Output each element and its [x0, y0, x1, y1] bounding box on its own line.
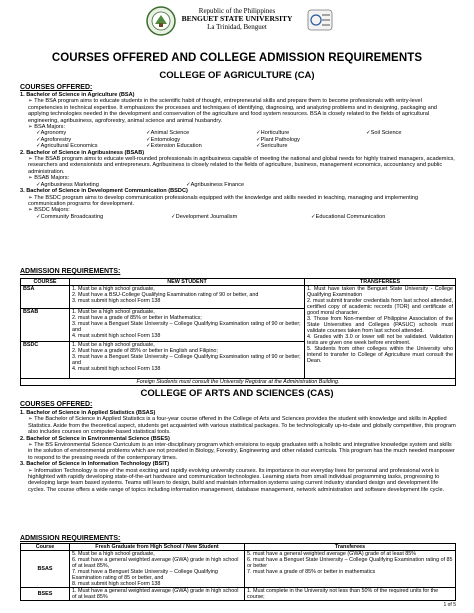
- major-item: ✓Extension Education: [146, 143, 202, 150]
- university-header: [0, 4, 474, 44]
- bsa-description: ➢ The BSA program aims to educate students in the scientific habit of thought, entrepreneurial skills and prepare them to become professionals with entry-level competencies in technical expertise. It emphasizes the processes and techniques of identifying, diagnosing, and analyzing problems and in designing, packaging and applying technologies needed in the development and conservation of the agriculture and food system resources. BSA is closely related to the fields of agricultural engineering, agribusiness, agroforestry, animal science and animal husbandry.: [28, 98, 437, 124]
- col-header-course: Course: [21, 544, 70, 551]
- bses-title: 2. Bachelor of Science in Environmental Science (BSES): [20, 435, 170, 442]
- header-line-1: Republic of the Philippines: [198, 7, 276, 15]
- page-number: 1 of 5: [443, 602, 456, 608]
- major-item: ✓Entomology: [146, 136, 181, 143]
- col-header-transferees: TRANSFEREES: [305, 279, 456, 286]
- cas-admission-heading: ADMISSION REQUIREMENTS:: [20, 535, 121, 542]
- header-university-name: BENGUET STATE UNIVERSITY: [181, 14, 293, 23]
- col-header-new-student: Fresh Graduate from High School / New Student: [70, 544, 245, 551]
- college-heading-ca: COLLEGE OF AGRICULTURE (CA): [159, 70, 315, 81]
- new-student-cell: 1. Must have a general weighted average (GWA) grade in high school of at least 85%: [70, 588, 245, 601]
- col-header-course: COURSE: [21, 279, 70, 286]
- bsab-majors-label: ➢ BSAB Majors:: [28, 175, 70, 182]
- major-item: ✓Sericulture: [256, 143, 288, 150]
- ca-courses-heading: COURSES OFFERED:: [20, 84, 93, 91]
- major-item: ✓Agribusiness Finance: [186, 181, 245, 188]
- major-item: ✓Soil Science: [366, 130, 402, 137]
- new-student-cell: 5. Must be a high school graduate, 6. must have a general weighted average (GWA) grade in high school of at least 85%, 7. must have a Benguet State University – College Qualifying Examination rating of 85 or better, and 8. must submit high school Form 138: [70, 551, 245, 588]
- major-item: ✓Agroforestry: [36, 136, 72, 143]
- table-row: [21, 588, 456, 601]
- bsab-description: ➢ The BSAB program aims to educate well-rounded professionals in agribusiness capable of meeting the national and global needs for highly trained managers, academics, researchers and extensionists and entrepreneurs. Agribusiness is closely related to the fields of agriculture, business, management economics, accountancy and public administration.: [28, 156, 455, 175]
- major-item: ✓Agricultural Economics: [36, 143, 98, 150]
- transferees-cell: 1. Must complete in the University not less than 50% of the required units for the course;: [245, 588, 456, 601]
- new-student-cell: 1. Must be a high school graduate, 2. Must have a BSU-College Qualifying Examination rating of 90 or better, and 3. must submit high school Form 138: [70, 286, 305, 309]
- bsit-description: ➢ Information Technology is one of the most exciting and rapidly evolving university courses. Its importance in our everyday lives for personal and professional work is highlighted with rapidly developing state-of-the-art hardware and communication technologies. Learning starts from small individual programming tasks, progressing to developing large team based systems. Teams will learn to design, build and maintain information systems using current industry standard design and development life cycles. The course offers a wide range of topics including information management, database management, network administration and software development life cycle.: [28, 467, 445, 493]
- bsdc-majors-list: [20, 214, 456, 220]
- bsas-title: 1. Bachelor of Science in Applied Statistics (BSAS): [20, 410, 156, 416]
- table-header-row: [21, 279, 456, 286]
- cas-admission-table: [20, 543, 456, 601]
- bsdc-description: ➢ The BSDC program aims to develop communication professionals equipped with the knowledge and skills needed in teaching, managing and implementing communication programs for development.: [28, 194, 419, 207]
- table-note-row: [21, 379, 456, 386]
- bsa-majors-list: [20, 130, 456, 149]
- major-item: ✓Community Broadcasting: [36, 213, 104, 220]
- major-item: [366, 143, 466, 149]
- col-header-transferees: Transferees: [245, 544, 456, 551]
- bsab-title: 2. Bachelor of Science in Agribusiness (BSAB): [20, 149, 145, 156]
- bsa-title: 1. Bachelor of Science in Agriculture (BSA): [20, 92, 135, 98]
- bsas-description: ➢ The Bachelor of Science in Applied Statistics is a four-year course offered in the College of Arts and Sciences provides the student with knowledge and skills in Applied Statistics. Aside from the theoretical aspect, students get acquainted with various statistical packages. To be technologically up-to-date and globally competitive, this program also includes courses on computer-based statistical tools.: [28, 416, 456, 436]
- table-header-row: [21, 544, 456, 551]
- bsa-majors-label: ➢ BSA Majors:: [28, 124, 66, 131]
- table-row: [21, 551, 456, 588]
- major-item: ✓Development Journalism: [171, 213, 238, 220]
- table-row: [21, 286, 456, 309]
- transferees-cell: 1. Must have taken the Benguet State University - College Qualifying Examination 2. must submit transfer credentials from last school attended, certified copy of academic records (TOR) and certificate of good moral character. 3. Those from Non-member of Philippine Association of the State Universities and Colleges (PASUC) schools must validate courses taken from last school attended. 4. Grades with 3.0 or lower will not be validated. Validation tests are given one week before enrolment. 5. Students from other colleges within the University who intend to transfer to College of Agriculture must consult the Dean.: [305, 286, 456, 379]
- bsdc-majors-label: ➢ BSDC Majors:: [28, 207, 70, 214]
- col-header-new-student: NEW STUDENT: [70, 279, 305, 286]
- major-item: ✓Educational Communication: [311, 213, 386, 220]
- transferees-cell: 5. must have a general weighted average (GWA) grade of at least 85% 6. must have a Benguet State University – College Qualifying Examination rating of 85 or better 7. must have a grade of 85% or better in mathematics: [245, 551, 456, 588]
- course-cell: BSDC: [21, 342, 70, 379]
- course-cell: BSAS: [21, 551, 70, 588]
- bses-description: ➢ The BS Environmental Science Curriculum is an inter-disciplinary program which envisions to equip graduates with a holistic and integrative knowledge system and skills in the solution of environmental problems which are not provided in Biology, Forestry, Engineering and other related curricula. This program has the much needed manpower to respond to the pressing needs of the contemporary times.: [28, 442, 455, 461]
- foreign-students-note: Foreign Students must consult the University Registrar at the Administration Building.: [21, 379, 456, 386]
- new-student-cell: 1. Must be a high school graduate, 2. must have a grade of 85% or better in Mathematics; 3. must have a Benguet State University – College Qualifying Examination rating of 90 or better; and 4. must submit high school Form 138: [70, 309, 305, 342]
- college-heading-cas: COLLEGE OF ARTS AND SCIENCES (CAS): [140, 388, 334, 399]
- new-student-cell: 1. Must be a high school graduate, 2. Must have a grade of 85% or better in English and Filipino; 3. must have a Benguet State University – College Qualifying Examination rating of 90 or better; and 4. must submit high school Form 138: [70, 342, 305, 379]
- major-item: ✓Agribusiness Marketing: [36, 181, 99, 188]
- major-item: ✓Horticulture: [256, 130, 290, 137]
- page-title: COURSES OFFERED AND COLLEGE ADMISSION REQUIREMENTS: [51, 52, 423, 64]
- cas-courses-heading: COURSES OFFERED:: [20, 401, 93, 408]
- course-cell: BSA: [21, 286, 70, 309]
- major-item: ✓Plant Pathology: [256, 136, 300, 143]
- bsit-title: 3. Bachelor of Science in Information Technology (BSIT): [20, 461, 170, 468]
- course-cell: BSES: [21, 588, 70, 601]
- major-item: ✓Animal Science: [146, 130, 190, 137]
- cas-courses-block: [20, 410, 456, 493]
- ca-courses-block: [20, 92, 456, 220]
- major-item: ✓Agronomy: [36, 130, 67, 137]
- course-cell: BSAB: [21, 309, 70, 342]
- bsdc-title: 3. Bachelor of Science in Development Communication (BSDC): [20, 188, 188, 195]
- ca-admission-heading: ADMISSION REQUIREMENTS:: [20, 268, 121, 275]
- ca-admission-table: [20, 278, 456, 386]
- header-location: La Trinidad, Benguet: [207, 23, 267, 31]
